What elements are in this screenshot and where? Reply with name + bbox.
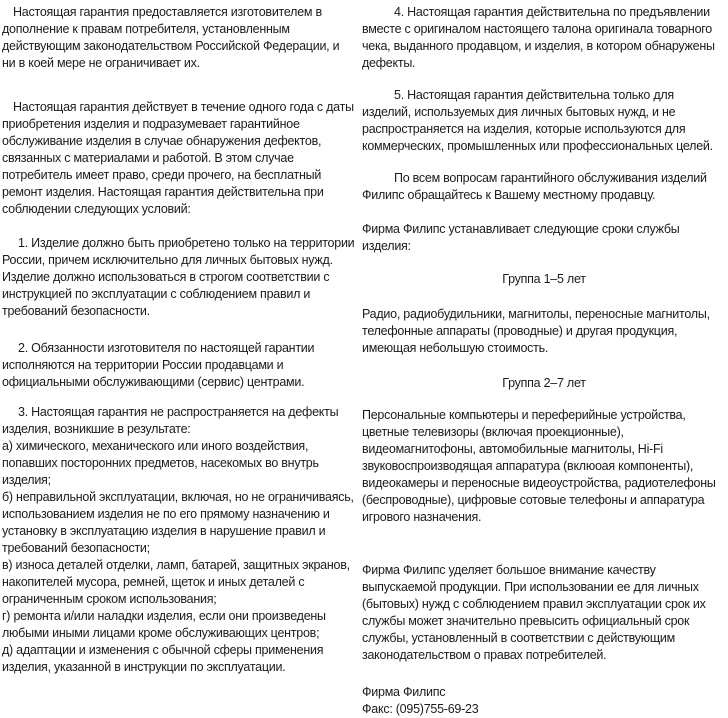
group-2-products: Персональные компьютеры и переферийные устройства, цветные телевизоры (включая проекционные), видеомагнитофоны, автомобильные магнитолы, Hi-Fi звуковоспроизводящая аппаратура (вклюоая компоненты), видеокамеры и переносные видеоустройства, радиотелефоны (беспроводные), цифровые сотовые телефоны и аппаратура игрового назначения.	[362, 408, 716, 524]
service-contact-paragraph: По всем вопросам гарантийного обслуживания изделий Филипс обращайтесь к Вашему местному продавцу.	[362, 171, 707, 202]
service-life-intro: Фирма Филипс устанавливает следующие сроки службы изделия:	[362, 222, 680, 253]
fax-line: Факс: (095)755-69-23	[362, 702, 479, 716]
defect-item-v: в) износа деталей отделки, ламп, батарей, защитных экранов, накопителей мусора, ремней, щеток и иных деталей с ограниченным сроком использования;	[2, 558, 350, 606]
defect-item-g: г) ремонта и/или наладки изделия, если они произведены любыми иными лицами кроме обслуживающих центров;	[2, 609, 326, 640]
condition-1-paragraph: 1. Изделие должно быть приобретено только на территории России, причем исключительно для личных бытовых нужд. Изделие должно использоваться в строгом соответствии с инструкцией по эксплуатации с соблюдением правил и требований безопасности.	[2, 236, 355, 318]
left-column	[2, 4, 355, 713]
condition-5-paragraph: 5. Настоящая гарантия действительна только для изделий, используемых дия личных бытовых нужд, и не распространяется на изделия, которые используются для коммерческих, промышленных или профессиональных целей.	[362, 88, 713, 153]
defect-item-a: а) химического, механического или иного воздействия, попавших посторонних предметов, насекомых во внутрь изделия;	[2, 439, 319, 487]
warranty-term-paragraph: Настоящая гарантия действует в течение одного года с даты приобретения изделия и подразумевает гарантийное обслуживание изделия в случае обнаружения дефектов, связанных с материалами и работой. В этом случае потребитель имеет право, среди прочего, на бесплатный ремонт изделия. Настоящая гарантия действительна при соблюдении следующих условий:	[2, 100, 354, 216]
group-2-heading: Группа 2–7 лет	[502, 376, 586, 390]
condition-4-paragraph: 4. Настоящая гарантия действительна по предъявлении вместе с оригиналом настоящего талона оригинала товарного чека, выданного продавцом, и изделия, в котором обнаружены дефекты.	[362, 5, 715, 70]
company-name: Фирма Филипс	[362, 685, 446, 699]
group-1-products: Радио, радиобудильники, магнитолы, переносные магнитолы, телефонные аппараты (проводные) и другая продукция, имеющая небольшую стоимость.	[362, 307, 710, 355]
group-1-heading: Группа 1–5 лет	[502, 272, 586, 286]
condition-2-paragraph: 2. Обязанности изготовителя по настоящей гарантии исполняются на территории России продавцами и официальными обслуживающими (сервис) центрами.	[2, 341, 315, 389]
warranty-intro-paragraph: Настоящая гарантия предоставляется изготовителем в дополнение к правам потребителя, установленным действующим законодательством Российской Федерации, и ни в коей мере не ограничивает их.	[2, 5, 340, 70]
defect-item-b: б) неправильной эксплуатации, включая, но не ограничиваясь, использованием изделия не по его прямому назначению и установку в эксплуатацию изделия в нарушение правил и требований безопасности;	[2, 490, 354, 555]
condition-3-paragraph: 3. Настоящая гарантия не распространяется на дефекты изделия, возникшие в результате:	[2, 405, 339, 436]
defect-item-d: д) адаптации и изменения с обычной сферы применения изделия, указанной в инструкции по эксплуатации.	[2, 643, 324, 674]
right-column	[362, 4, 726, 716]
quality-note-paragraph: Фирма Филипс уделяет большое внимание качеству выпускаемой продукции. При использовании ее для личных (бытовых) нужд с соблюдением правил эксплуатации срок их службы может значительно превысить официальный срок службы, установленный в соответствии с действующим законодательством о правах потребителей.	[362, 563, 706, 662]
